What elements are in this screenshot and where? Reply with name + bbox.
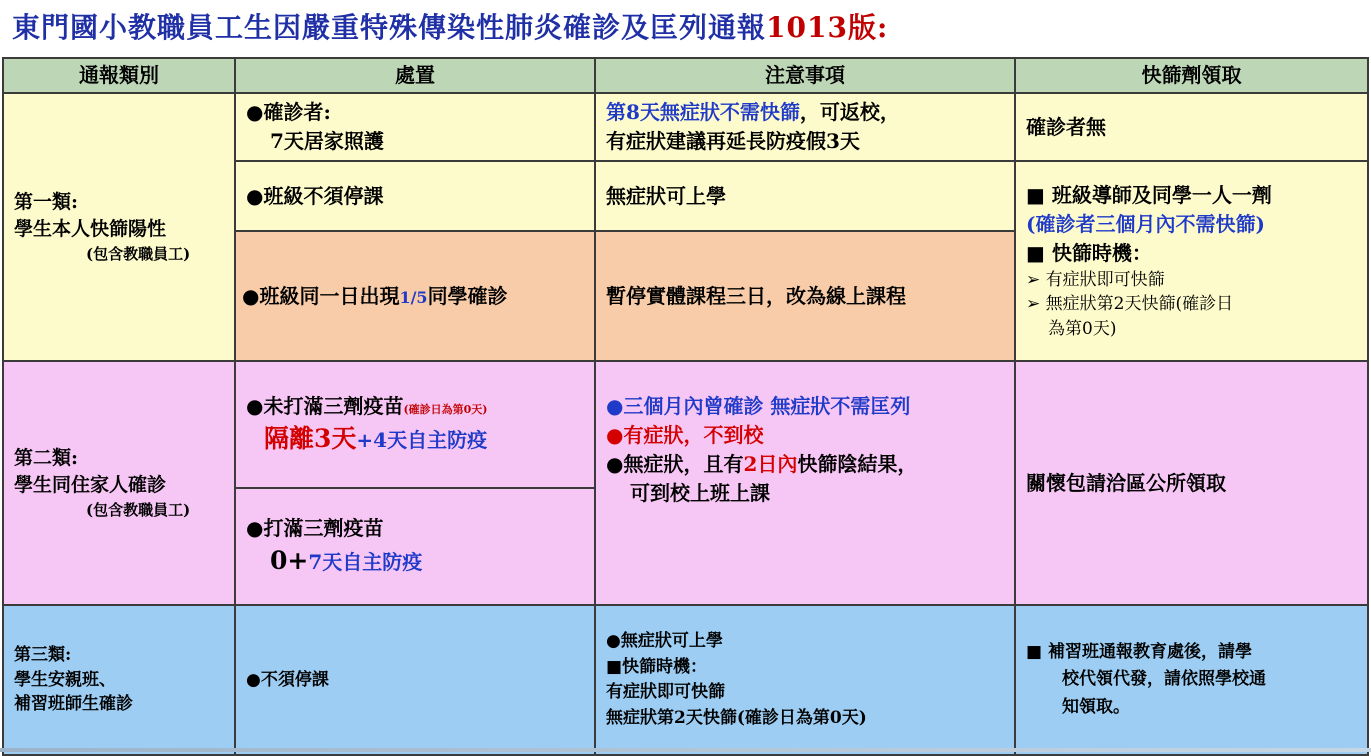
cat1-row3-action-post: 同學確診 [427, 283, 508, 308]
cat2-row2-self-protect: 7天自主防疫 [308, 549, 423, 574]
cat2-row2-zero: 0+ [270, 545, 309, 575]
cat1-row3-action [235, 231, 595, 361]
cat1-kit-arrow2: ➢ 無症狀第2天快篩(確診日 [1026, 294, 1234, 315]
cat3-kit-line3: 知領取。 [1062, 696, 1130, 717]
cat3-label-line3: 補習班師生確診 [14, 694, 133, 715]
cat2-kit: 關懷包請洽區公所領取 [1015, 361, 1368, 605]
cat2-note3-line2: 可到校上班上課 [630, 481, 770, 505]
cat3-note1: ●無症狀可上學 [606, 631, 723, 651]
cat1-row3-action-pre: ●班級同一日出現 [242, 283, 400, 308]
cat1-kit-bullet2: ■ 快篩時機： [1026, 240, 1152, 265]
cat2-label-line1: 第二類: [14, 446, 79, 469]
cat2-note3-post: 快篩陰結果， [797, 452, 918, 476]
cat1-row1-note-line2: 有症狀建議再延長防疫假3天 [606, 129, 860, 153]
cat2-row1-action-line1: ●未打滿三劑疫苗 [246, 393, 404, 418]
header-action: 處置 [235, 58, 595, 93]
page-title [12, 6, 888, 46]
cat2-row1-self-protect: +4天自主防疫 [356, 427, 488, 452]
cat3-kit-cell [1015, 605, 1368, 755]
page-title-version: 1013版: [766, 11, 889, 44]
cat1-kit-arrow2-cont: 為第0天) [1048, 318, 1117, 339]
header-category: 通報類別 [3, 58, 235, 93]
cat2-note3-red: 2日內 [743, 452, 798, 476]
cat1-row3-notes: 暫停實體課程三日，改為線上課程 [595, 231, 1015, 361]
cat3-kit-line1: ■ 補習班通報教育處後，請學 [1026, 642, 1252, 663]
cat3-note2: ■快篩時機： [606, 656, 708, 677]
cat1-row1-action-line1: ●確診者: [246, 100, 331, 124]
header-row [3, 58, 1368, 93]
cat1-kit-bullet1-note: (確診者三個月內不需快篩) [1026, 211, 1265, 236]
cat1-kit-bullet1: ■ 班級導師及同學一人一劑 [1026, 182, 1272, 207]
cat1-row1-action [235, 93, 595, 161]
cat1-label-sub: (包含教職員工) [86, 244, 191, 263]
cat1-row2-action: ●班級不須停課 [235, 161, 595, 231]
cat2-note2: ●有症狀，不到校 [606, 423, 764, 447]
cat1-row3-ratio: 1/5 [399, 287, 428, 307]
cat2-label-line2: 學生同住家人確診 [14, 474, 167, 497]
page-title-main: 東門國小教職員工生因嚴重特殊傳染性肺炎確診及匡列通報 [12, 11, 767, 44]
cat2-label-sub: (包含教職員工) [86, 500, 191, 519]
table-row [3, 605, 1368, 755]
cat3-note3: 有症狀即可快篩 [606, 682, 725, 702]
notification-table [2, 57, 1369, 756]
cat2-label-cell [3, 361, 235, 605]
cat2-row2-action-line1: ●打滿三劑疫苗 [246, 515, 384, 540]
cat1-row1-note-tail: ，可返校， [799, 100, 900, 124]
cat1-row2-notes: 無症狀可上學 [595, 161, 1015, 231]
cat1-kit-cell [1015, 161, 1368, 361]
cat3-label-line1: 第三類: [14, 645, 72, 666]
cat3-label-cell [3, 605, 235, 755]
table-row [3, 93, 1368, 161]
cat3-notes-cell [595, 605, 1015, 755]
cat1-row1-notes [595, 93, 1015, 161]
cat1-kit-arrow1: ➢ 有症狀即可快篩 [1026, 269, 1165, 290]
header-test-kit: 快篩劑領取 [1015, 58, 1368, 93]
cat3-kit-line2: 校代領代發，請依照學校通 [1062, 669, 1266, 690]
cat1-label-line1: 第一類: [14, 190, 79, 213]
cat1-label-cell [3, 93, 235, 361]
cat1-label-line2: 學生本人快篩陽性 [14, 218, 167, 241]
cat3-label-line2: 學生安親班、 [14, 669, 116, 690]
cat1-row1-action-line2: 7天居家照護 [270, 129, 384, 153]
cat2-quarantine: 隔離3天 [264, 423, 357, 453]
table-row [3, 361, 1368, 488]
footer-bar [0, 748, 1371, 752]
cat2-note3-pre: ●無症狀，且有 [606, 452, 744, 476]
cat3-note4: 無症狀第2天快篩(確診日為第0天) [606, 707, 867, 728]
cat2-row1-action-tiny: (確診日為第0天) [403, 402, 488, 416]
cat2-row1-action [235, 361, 595, 488]
cat2-notes-cell [595, 361, 1015, 605]
cat1-row1-kit: 確診者無 [1015, 93, 1368, 161]
header-notes: 注意事項 [595, 58, 1015, 93]
cat2-row2-action [235, 488, 595, 605]
cat1-row1-note-highlight: 第8天無症狀不需快篩 [606, 100, 800, 124]
cat3-action: ●不須停課 [235, 605, 595, 755]
cat2-note1: ●三個月內曾確診 無症狀不需匡列 [606, 394, 911, 418]
